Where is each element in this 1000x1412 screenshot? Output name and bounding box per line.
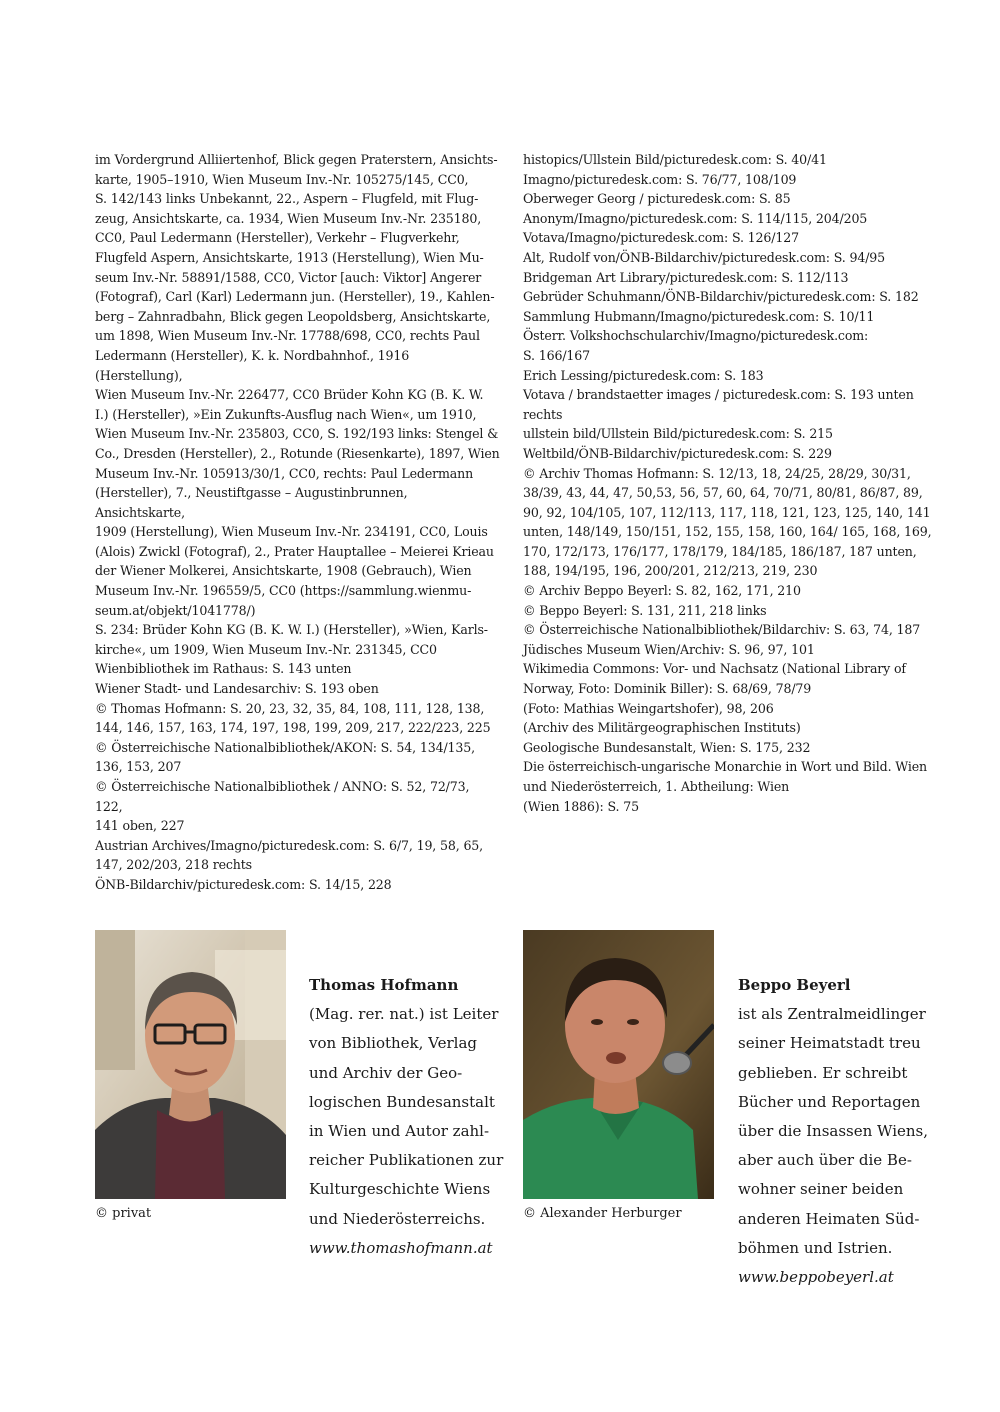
bio-line: und Archiv der Geo-: [309, 1063, 463, 1082]
credit-line: 188, 194/195, 196, 200/201, 212/213, 219, 230: [523, 563, 818, 579]
bio-line: ist als Zentralmeidlinger: [738, 1005, 926, 1024]
credit-line: rechts: [523, 406, 563, 422]
bio-line: aber auch über die Be-: [738, 1151, 912, 1170]
bio-line: Kulturgeschichte Wiens: [309, 1180, 491, 1199]
author-photo-beppo-beyerl: [523, 930, 714, 1199]
credit-line: © Archiv Thomas Hofmann: S. 12/13, 18, 24/25, 28/29, 30/31,: [523, 465, 911, 481]
credit-line: (Hersteller), 7., Neustiftgasse – Augustinbrunnen, Ansichtskarte,: [95, 485, 408, 520]
credit-line: Erich Lessing/picturedesk.com: S. 183: [523, 367, 764, 383]
credit-line: Museum Inv.-Nr. 196559/5, CC0 (https://sammlung.wienmu-: [95, 583, 472, 599]
photo-credit: © Alexander Herburger: [523, 1206, 682, 1221]
bio-line: anderen Heimaten Süd-: [738, 1209, 920, 1228]
credit-line: (Archiv des Militärgeographischen Instituts): [523, 720, 801, 736]
credit-line: Wien Museum Inv.-Nr. 226477, CC0 Brüder Kohn KG (B. K. W.: [95, 387, 484, 403]
credit-line: (Foto: Mathias Weingartshofer), 98, 206: [523, 700, 774, 716]
credit-line: Sammlung Hubmann/Imagno/picturedesk.com: S. 10/11: [523, 308, 875, 324]
credit-line: Oberweger Georg / picturedesk.com: S. 85: [523, 191, 791, 207]
credit-line: (Fotograf), Carl (Karl) Ledermann jun. (Hersteller), 19., Kahlen-: [95, 289, 495, 305]
bio-line: in Wien und Autor zahl-: [309, 1122, 490, 1141]
credit-line: Jüdisches Museum Wien/Archiv: S. 96, 97, 101: [523, 641, 815, 657]
image-credits-left: [95, 150, 500, 895]
credit-line: Wien Museum Inv.-Nr. 235803, CC0, S. 192/193 links: Stengel &: [95, 426, 499, 442]
bio-line: über die Insassen Wiens,: [738, 1122, 929, 1141]
bio-line: seiner Heimatstadt treu: [738, 1034, 921, 1053]
credit-line: unten, 148/149, 150/151, 152, 155, 158, 160, 164/ 165, 168, 169,: [523, 524, 932, 540]
credit-line: 136, 153, 207: [95, 759, 182, 775]
credit-line: Imagno/picturedesk.com: S. 76/77, 108/109: [523, 171, 797, 187]
bio-line: logischen Bundesanstalt: [309, 1092, 495, 1111]
credit-line: Co., Dresden (Hersteller), 2., Rotunde (Riesenkarte), 1897, Wien: [95, 445, 500, 461]
credit-line: © Österreichische Nationalbibliothek/AKON: S. 54, 134/135,: [95, 739, 475, 755]
credit-line: 170, 172/173, 176/177, 178/179, 184/185, 186/187, 187 unten,: [523, 543, 917, 559]
credit-line: Ledermann (Hersteller), K. k. Nordbahnhof., 1916 (Herstellung),: [95, 347, 410, 383]
credit-line: © Österreichische Nationalbibliothek / ANNO: S. 52, 72/73, 122,: [95, 779, 470, 814]
author-bio-beppo-beyerl: [738, 971, 938, 1292]
author-name: Thomas Hofmann: [309, 976, 459, 994]
credit-line: © Thomas Hofmann: S. 20, 23, 32, 35, 84, 108, 111, 128, 138,: [95, 700, 485, 716]
credit-line: 90, 92, 104/105, 107, 112/113, 117, 118, 121, 123, 125, 140, 141: [523, 504, 931, 520]
credit-line: seum Inv.-Nr. 58891/1588, CC0, Victor [auch: Viktor] Angerer: [95, 269, 482, 285]
credit-line: im Vordergrund Alliiertenhof, Blick gegen Praterstern, Ansichts-: [95, 152, 498, 167]
credit-line: Die österreichisch-ungarische Monarchie in Wort und Bild. Wien: [523, 759, 927, 775]
credit-line: histopics/Ullstein Bild/picturedesk.com: S. 40/41: [523, 152, 827, 167]
credit-line: Museum Inv.-Nr. 105913/30/1, CC0, rechts: Paul Ledermann: [95, 465, 474, 481]
credit-line: © Beppo Beyerl: S. 131, 211, 218 links: [523, 602, 767, 618]
photo-credit: © privat: [95, 1206, 152, 1221]
bio-line: reicher Publikationen zur: [309, 1151, 504, 1170]
author-website-link[interactable]: www.beppobeyerl.at: [738, 1268, 894, 1287]
credit-line: 141 oben, 227: [95, 818, 185, 834]
credit-line: zeug, Ansichtskarte, ca. 1934, Wien Museum Inv.-Nr. 235180,: [95, 210, 482, 226]
bio-line: Bücher und Reportagen: [738, 1092, 921, 1111]
credit-line: der Wiener Molkerei, Ansichtskarte, 1908 (Gebrauch), Wien: [95, 563, 472, 579]
credit-line: und Niederösterreich, 1. Abtheilung: Wien: [523, 779, 790, 794]
author-website-link[interactable]: www.thomashofmann.at: [309, 1238, 493, 1257]
credit-line: ullstein bild/Ullstein Bild/picturedesk.com: S. 215: [523, 426, 833, 442]
credit-line: S. 142/143 links Unbekannt, 22., Aspern – Flugfeld, mit Flug-: [95, 191, 479, 207]
credit-line: 147, 202/203, 218 rechts: [95, 857, 252, 873]
credit-line: Alt, Rudolf von/ÖNB-Bildarchiv/picturedesk.com: S. 94/95: [523, 249, 886, 265]
credit-line: I.) (Hersteller), »Ein Zukunfts-Ausflug nach Wien«, um 1910,: [95, 406, 477, 422]
bio-line: (Mag. rer. nat.) ist Leiter: [309, 1005, 499, 1024]
image-credits-right: [523, 150, 933, 816]
credit-line: Geologische Bundesanstalt, Wien: S. 175, 232: [523, 739, 811, 755]
credit-line: (Wien 1886): S. 75: [523, 798, 639, 814]
author-bio-thomas-hofmann: [309, 971, 509, 1263]
credit-line: Österr. Volkshochschularchiv/Imagno/picturedesk.com:: [523, 328, 869, 344]
credit-line: Wikimedia Commons: Vor- und Nachsatz (National Library of: [523, 661, 906, 677]
credit-line: um 1898, Wien Museum Inv.-Nr. 17788/698, CC0, rechts Paul: [95, 328, 480, 344]
credit-line: Weltbild/ÖNB-Bildarchiv/picturedesk.com: S. 229: [523, 445, 832, 461]
bio-line: geblieben. Er schreibt: [738, 1063, 908, 1082]
credit-line: © Archiv Beppo Beyerl: S. 82, 162, 171, 210: [523, 583, 801, 599]
credit-line: 144, 146, 157, 163, 174, 197, 198, 199, 209, 217, 222/223, 225: [95, 720, 491, 736]
credit-line: Norway, Foto: Dominik Biller): S. 68/69, 78/79: [523, 681, 812, 697]
credit-line: S. 166/167: [523, 347, 591, 363]
bio-line: böhmen und Istrien.: [738, 1238, 893, 1257]
credit-line: S. 234: Brüder Kohn KG (B. K. W. I.) (Hersteller), »Wien, Karls-: [95, 622, 488, 638]
credit-line: Austrian Archives/Imagno/picturedesk.com: S. 6/7, 19, 58, 65,: [95, 837, 484, 853]
credit-line: karte, 1905–1910, Wien Museum Inv.-Nr. 105275/145, CC0,: [95, 171, 469, 187]
credit-line: 38/39, 43, 44, 47, 50,53, 56, 57, 60, 64, 70/71, 80/81, 86/87, 89,: [523, 485, 923, 501]
bio-line: wohner seiner beiden: [738, 1180, 904, 1199]
author-photo-thomas-hofmann: [95, 930, 286, 1199]
credit-line: Wiener Stadt- und Landesarchiv: S. 193 oben: [95, 681, 379, 697]
credit-line: Votava/Imagno/picturedesk.com: S. 126/127: [523, 230, 799, 246]
credit-line: Bridgeman Art Library/picturedesk.com: S. 112/113: [523, 269, 849, 285]
credit-line: 1909 (Herstellung), Wien Museum Inv.-Nr. 234191, CC0, Louis: [95, 524, 488, 540]
credit-line: © Österreichische Nationalbibliothek/Bildarchiv: S. 63, 74, 187: [523, 622, 921, 638]
credit-line: (Alois) Zwickl (Fotograf), 2., Prater Hauptallee – Meierei Krieau: [95, 543, 494, 559]
credit-line: Votava / brandstaetter images / picturedesk.com: S. 193 unten: [523, 387, 914, 403]
bio-line: und Niederösterreichs.: [309, 1209, 486, 1228]
credit-line: kirche«, um 1909, Wien Museum Inv.-Nr. 231345, CC0: [95, 641, 437, 657]
credit-line: CC0, Paul Ledermann (Hersteller), Verkehr – Flugverkehr,: [95, 230, 460, 246]
credit-line: seum.at/objekt/1041778/): [95, 602, 256, 618]
credit-line: Anonym/Imagno/picturedesk.com: S. 114/115, 204/205: [523, 210, 868, 226]
credit-line: Wienbibliothek im Rathaus: S. 143 unten: [95, 661, 352, 677]
credit-line: Gebrüder Schuhmann/ÖNB-Bildarchiv/picturedesk.com: S. 182: [523, 289, 919, 305]
credit-line: ÖNB-Bildarchiv/picturedesk.com: S. 14/15, 228: [95, 876, 392, 892]
credit-line: berg – Zahnradbahn, Blick gegen Leopoldsberg, Ansichtskarte,: [95, 308, 491, 324]
author-name: Beppo Beyerl: [738, 976, 851, 994]
bio-line: von Bibliothek, Verlag: [309, 1034, 478, 1053]
credit-line: Flugfeld Aspern, Ansichtskarte, 1913 (Herstellung), Wien Mu-: [95, 249, 484, 265]
